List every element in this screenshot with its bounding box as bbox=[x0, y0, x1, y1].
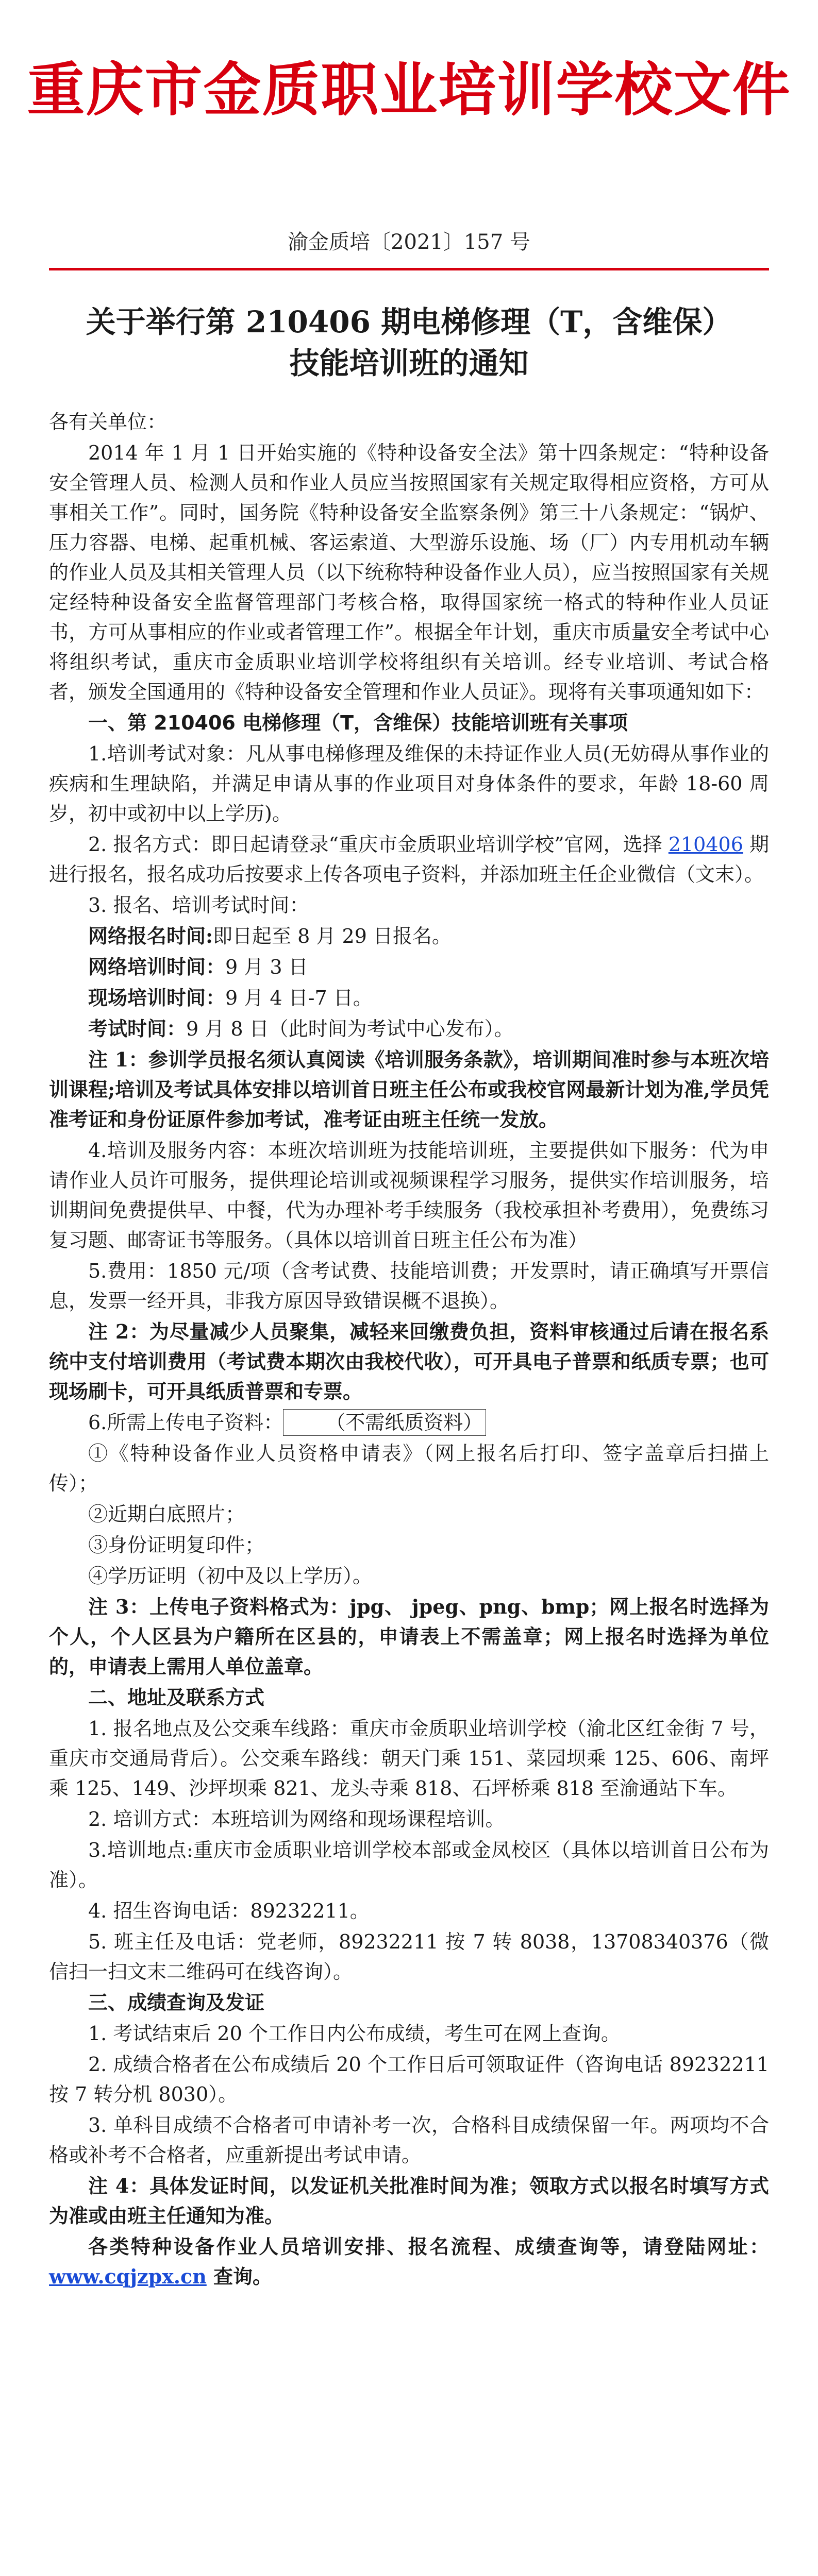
label: 网络报名时间: bbox=[88, 924, 213, 947]
s2-location: 3.培训地点:重庆市金质职业培训学校本部或金凤校区（具体以培训首日公布为准）。 bbox=[49, 1839, 769, 1891]
section-2-heading: 二、地址及联系方式 bbox=[88, 1686, 265, 1709]
note-3: 注 3：上传电子资料格式为：jpg、 jpeg、png、bmp；网上报名时选择为个人，个人区县为户籍所在区县的，申请表上不需盖章；网上报名时选择为单位的，申请表上需用人单位盖章。 bbox=[49, 1595, 769, 1678]
salutation: 各有关单位： bbox=[49, 411, 167, 433]
s1-registration-text-b: 期进行报名，报名成功后按要求上传各项电子资料，并添加班主任企业微信（文末）。 bbox=[49, 833, 769, 886]
s1-documents-text: 6.所需上传电子资料： bbox=[88, 1411, 283, 1434]
closing-text-a: 各类特种设备作业人员培训安排、报名流程、成绩查询等，请登陆网址： bbox=[88, 2235, 769, 2258]
label: 网络培训时间： bbox=[88, 955, 226, 978]
s3-results: 1. 考试结束后 20 个工作日内公布成绩，考生可在网上查询。 bbox=[88, 2022, 621, 2045]
s1-services: 4.培训及服务内容：本班次培训班为技能培训班，主要提供如下服务：代为申请作业人员许可服务，提供理论培训或视频课程学习服务，提供实作培训服务，培训期间免费提供早、中餐，代为办理补考手续服务（我校承担补考费用），免费练习复习题、邮寄证书等服务。（具体以培训首日班主任公布为准） bbox=[49, 1139, 769, 1251]
label: 考试时间： bbox=[88, 1017, 187, 1040]
s1-schedule-online-registration bbox=[49, 921, 769, 951]
s1-schedule-onsite-training bbox=[49, 983, 769, 1013]
doc-item-2: ②近期白底照片； bbox=[88, 1503, 245, 1526]
label: 现场培训时间： bbox=[88, 986, 226, 1009]
session-link[interactable]: 210406 bbox=[668, 833, 743, 856]
s3-retake: 3. 单科目成绩不合格者可申请补考一次，合格科目成绩保留一年。两项均不合格或补考不合格者，应重新提出考试申请。 bbox=[49, 2114, 769, 2166]
doc-item-3: ③身份证明复印件； bbox=[88, 1534, 265, 1556]
s2-address: 1. 报名地点及公交乘车线路：重庆市金质职业培训学校（渝北区红金街 7 号，重庆市交通局背后）。公交乘车路线：朝天门乘 151、菜园坝乘 125、606、南坪乘 125、149、沙坪坝乘 821、龙头寺乘 818、石坪桥乘 818 至渝通站下车。 bbox=[49, 1717, 769, 1800]
notice-title-line-1: 关于举行第 210406 期电梯修理（T，含维保） bbox=[86, 304, 732, 340]
s1-registration-text-a: 2. 报名方式：即日起请登录“重庆市金质职业培训学校”官网，选择 bbox=[88, 833, 669, 856]
value: 9 月 3 日 bbox=[225, 956, 308, 978]
no-paper-badge: （不需纸质资料） bbox=[283, 1409, 486, 1436]
notice-body bbox=[49, 407, 769, 2293]
value: 即日起至 8 月 29 日报名。 bbox=[213, 925, 452, 947]
doc-item-4: ④学历证明（初中及以上学历）。 bbox=[88, 1565, 373, 1587]
section-1-heading: 一、第 210406 电梯修理（T，含维保）技能培训班有关事项 bbox=[88, 711, 628, 734]
s1-fees: 5.费用：1850 元/项（含考试费、技能培训费；开发票时，请正确填写开票信息，发票一经开具，非我方原因导致错误概不退换）。 bbox=[49, 1260, 769, 1312]
notice-title-line-2: 技能培训班的通知 bbox=[289, 346, 529, 381]
s2-phone: 4. 招生咨询电话：89232211。 bbox=[88, 1900, 370, 1922]
s2-method: 2. 培训方式：本班培训为网络和现场课程培训。 bbox=[88, 1808, 505, 1831]
s1-registration bbox=[49, 829, 769, 889]
section-3-heading: 三、成绩查询及发证 bbox=[88, 1991, 265, 2014]
doc-item-1: ①《特种设备作业人员资格申请表》（网上报名后打印、签字盖章后扫描上传）； bbox=[49, 1442, 769, 1495]
notice-title bbox=[0, 301, 818, 384]
note-4: 注 4：具体发证时间，以发证机关批准时间为准；领取方式以报名时填写方式为准或由班主任通知为准。 bbox=[49, 2174, 769, 2227]
closing-text-b: 查询。 bbox=[206, 2265, 273, 2288]
value: 9 月 4 日-7 日。 bbox=[225, 987, 373, 1009]
s2-teacher: 5. 班主任及电话：党老师，89232211 按 7 转 8038，13708340376（微信扫一扫文末二维码可在线咨询）。 bbox=[49, 1930, 769, 1983]
s1-schedule-heading: 3. 报名、培训考试时间： bbox=[88, 894, 309, 917]
website-link[interactable]: www.cqjzpx.cn bbox=[49, 2265, 207, 2288]
letterhead-title: 重庆市金质职业培训学校文件 bbox=[27, 57, 791, 124]
note-1: 注 1：参训学员报名须认真阅读《培训服务条款》，培训期间准时参与本班次培训课程;培训及考试具体安排以培训首日班主任公布或我校官网最新计划为准,学员凭准考证和身份证原件参加考试，准考证由班主任统一发放。 bbox=[49, 1048, 769, 1131]
document-number: 渝金质培〔2021〕157 号 bbox=[288, 230, 530, 254]
s1-target: 1.培训考试对象：凡从事电梯修理及维保的未持证作业人员(无妨碍从事作业的疾病和生理缺陷，并满足申请从事的作业项目对身体条件的要求，年龄 18-60 周岁，初中或初中以上学历)。 bbox=[49, 742, 769, 825]
red-divider bbox=[49, 268, 769, 270]
closing-paragraph bbox=[49, 2232, 769, 2292]
note-2: 注 2：为尽量减少人员聚集，减轻来回缴费负担，资料审核通过后请在报名系统中支付培训费用（考试费本期次由我校代收），可开具电子普票和纸质专票；也可现场刷卡，可开具纸质普票和专票。 bbox=[49, 1320, 769, 1403]
s1-schedule-exam bbox=[49, 1014, 769, 1044]
intro-paragraph: 2014 年 1 月 1 日开始实施的《特种设备安全法》第十四条规定：“特种设备安全管理人员、检测人员和作业人员应当按照国家有关规定取得相应资格，方可从事相关工作”。同时，国务院《特种设备安全监察条例》第三十八条规定：“锅炉、压力容器、电梯、起重机械、客运索道、大型游乐设施、场（厂）内专用机动车辆的作业人员及其相关管理人员（以下统称特种设备作业人员），应当按照国家有关规定经特种设备安全监督管理部门考核合格，取得国家统一格式的特种作业人员证书，方可从事相应的作业或者管理工作”。根据全年计划，重庆市质量安全考试中心将组织考试，重庆市金质职业培训学校将组织有关培训。经专业培训、考试合格者，颁发全国通用的《特种设备安全管理和作业人员证》。现将有关事项通知如下： bbox=[49, 442, 769, 703]
s1-documents bbox=[49, 1408, 769, 1437]
value: 9 月 8 日（此时间为考试中心发布）。 bbox=[186, 1018, 514, 1040]
s3-certificate: 2. 成绩合格者在公布成绩后 20 个工作日后可领取证件（咨询电话 89232211 按 7 转分机 8030）。 bbox=[49, 2053, 769, 2106]
s1-schedule-online-training bbox=[49, 952, 769, 982]
